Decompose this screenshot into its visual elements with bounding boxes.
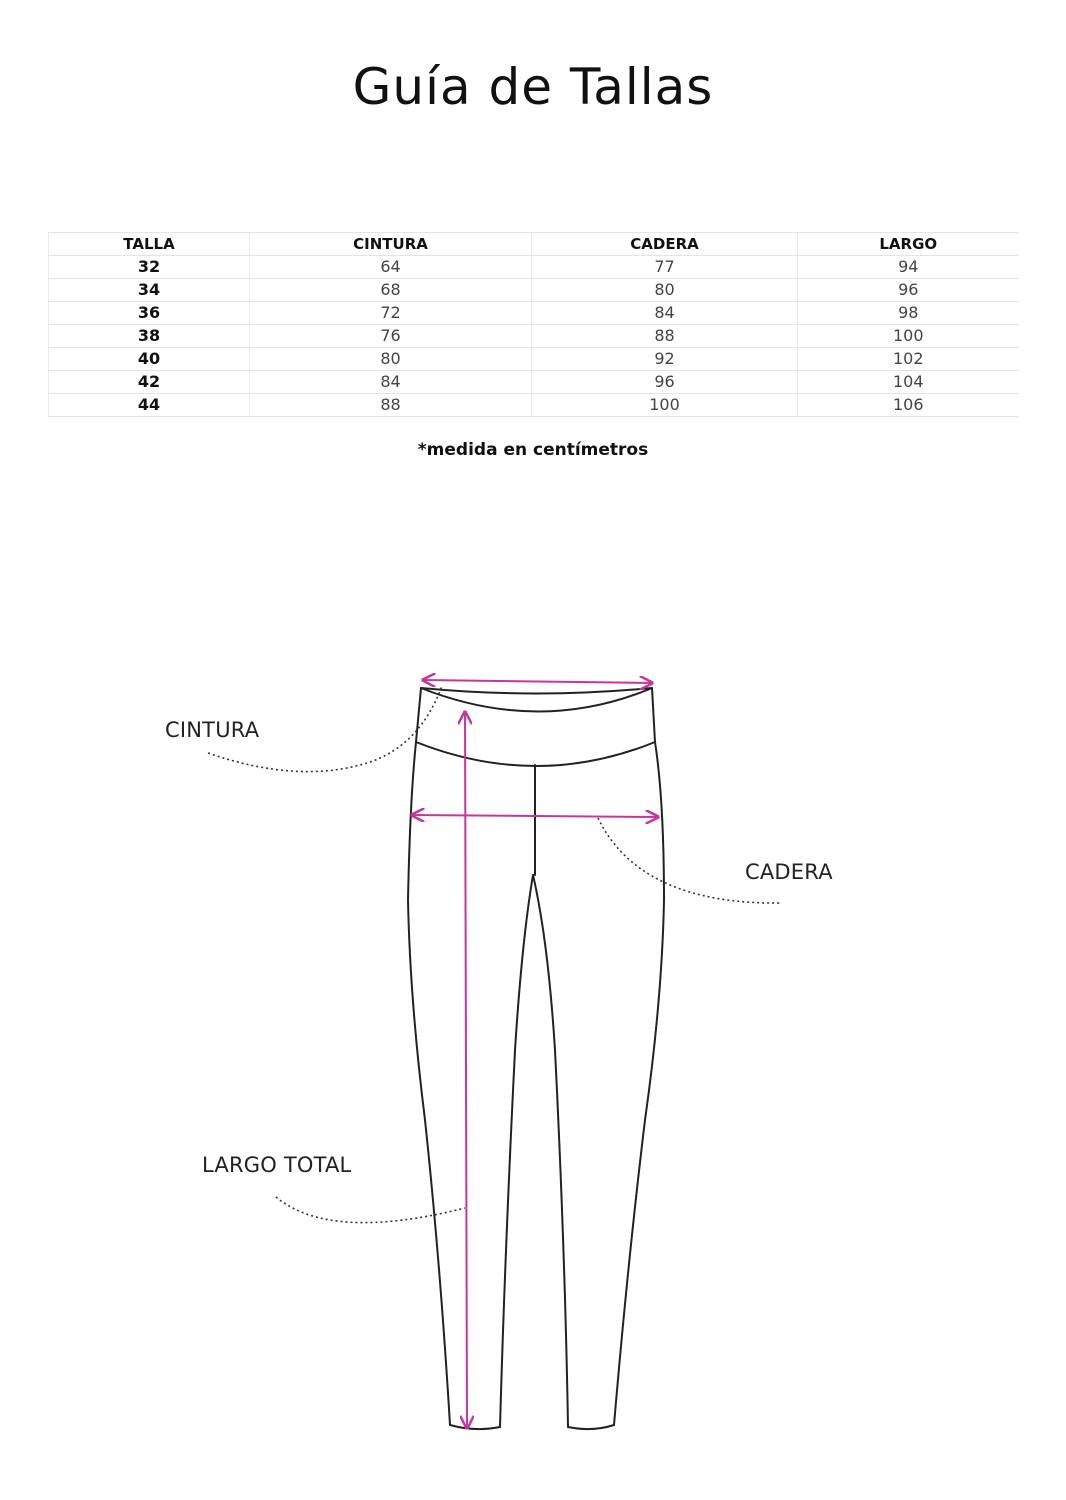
waistband-seam — [416, 742, 655, 766]
cell-largo: 98 — [798, 302, 1019, 325]
cell-cadera: 88 — [532, 325, 798, 348]
header-cintura: CINTURA — [250, 233, 532, 256]
page-title: Guía de Tallas — [352, 58, 714, 116]
cell-cadera: 84 — [532, 302, 798, 325]
cell-talla: 44 — [49, 394, 250, 417]
cell-talla: 42 — [49, 371, 250, 394]
cell-largo: 102 — [798, 348, 1019, 371]
cell-talla: 34 — [49, 279, 250, 302]
cell-cintura: 64 — [250, 256, 532, 279]
cell-talla: 40 — [49, 348, 250, 371]
waist-label: CINTURA — [165, 718, 260, 742]
waist-arrow — [423, 680, 652, 683]
length-label: LARGO TOTAL — [202, 1153, 352, 1177]
header-talla: TALLA — [49, 233, 250, 256]
cell-cadera: 92 — [532, 348, 798, 371]
cell-cintura: 80 — [250, 348, 532, 371]
waistband-top-edge — [421, 688, 652, 694]
leggings-outline — [408, 688, 664, 1429]
cell-cintura: 72 — [250, 302, 532, 325]
cell-largo: 106 — [798, 394, 1019, 417]
cell-largo: 96 — [798, 279, 1019, 302]
cell-largo: 104 — [798, 371, 1019, 394]
right-hem — [568, 1425, 614, 1429]
cell-cintura: 76 — [250, 325, 532, 348]
leader-lines — [208, 686, 782, 1223]
hip-arrow — [412, 815, 658, 817]
right-outer-side — [614, 688, 664, 1425]
cell-cadera: 77 — [532, 256, 798, 279]
cell-largo: 100 — [798, 325, 1019, 348]
cell-cintura: 68 — [250, 279, 532, 302]
header-largo: LARGO — [798, 233, 1019, 256]
cell-cintura: 84 — [250, 371, 532, 394]
cell-cadera: 80 — [532, 279, 798, 302]
left-outer-side — [408, 688, 450, 1425]
cell-cintura: 88 — [250, 394, 532, 417]
left-inseam — [500, 875, 533, 1427]
cell-cadera: 100 — [532, 394, 798, 417]
header-cadera: CADERA — [532, 233, 798, 256]
units-note: *medida en centímetros — [417, 440, 649, 460]
length-leader — [276, 1197, 465, 1223]
cell-talla: 32 — [49, 256, 250, 279]
cell-largo: 94 — [798, 256, 1019, 279]
right-inseam — [533, 875, 568, 1427]
length-arrow — [465, 712, 467, 1428]
left-hem — [450, 1425, 500, 1429]
hip-label: CADERA — [745, 860, 833, 884]
cell-talla: 36 — [49, 302, 250, 325]
cell-talla: 38 — [49, 325, 250, 348]
cell-cadera: 96 — [532, 371, 798, 394]
